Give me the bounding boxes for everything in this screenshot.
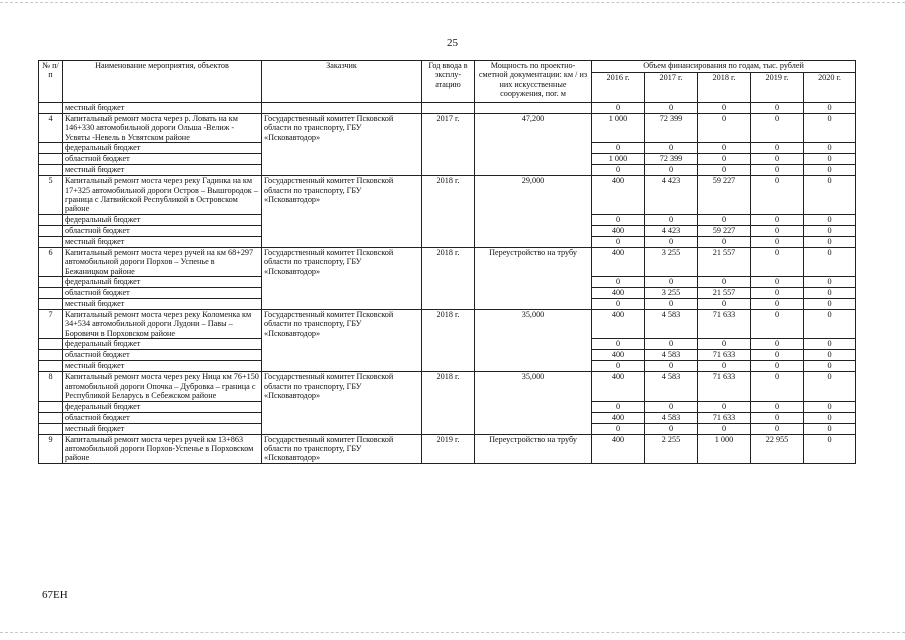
value-2020: 0 <box>804 361 856 372</box>
value-2016: 400 <box>592 225 645 236</box>
value-2018: 0 <box>698 165 751 176</box>
cell-empty <box>39 103 63 114</box>
project-year: 2018 г. <box>422 372 475 434</box>
value-2020: 0 <box>804 176 856 215</box>
header-year-2020: 2020 г. <box>804 73 856 103</box>
value-2018: 0 <box>698 401 751 412</box>
header-year-2017: 2017 г. <box>645 73 698 103</box>
value-2018: 21 557 <box>698 247 751 276</box>
value-2016: 0 <box>592 361 645 372</box>
value-2020: 0 <box>804 114 856 143</box>
project-number: 6 <box>39 247 63 276</box>
value-2020: 0 <box>804 339 856 350</box>
value-2016: 0 <box>592 236 645 247</box>
value-2020: 0 <box>804 143 856 154</box>
project-row <box>39 310 856 339</box>
value-2018: 71 633 <box>698 310 751 339</box>
value-2020: 0 <box>804 247 856 276</box>
value-2019: 0 <box>751 299 804 310</box>
cell-empty <box>39 214 63 225</box>
value-2020: 0 <box>804 372 856 401</box>
value-2018: 71 633 <box>698 372 751 401</box>
project-number: 7 <box>39 310 63 339</box>
value-2016: 400 <box>592 288 645 299</box>
value-2018: 0 <box>698 299 751 310</box>
value-2016: 0 <box>592 299 645 310</box>
value-2019: 0 <box>751 277 804 288</box>
value-2020: 0 <box>804 154 856 165</box>
value-2016: 1 000 <box>592 154 645 165</box>
header-year-2019: 2019 г. <box>751 73 804 103</box>
project-customer: Государственный комитет Псковской области по транспорту, ГБУ «Псковавтодор» <box>262 114 422 176</box>
value-2020: 0 <box>804 412 856 423</box>
project-customer: Государственный комитет Псковской области по транспорту, ГБУ «Псковавтодор» <box>262 176 422 248</box>
budget-name: областной бюджет <box>63 154 262 165</box>
value-2019: 0 <box>751 339 804 350</box>
value-2016: 400 <box>592 350 645 361</box>
value-2018: 71 633 <box>698 412 751 423</box>
value-2019: 0 <box>751 361 804 372</box>
cell-empty <box>39 288 63 299</box>
value-2016: 400 <box>592 434 645 463</box>
project-row <box>39 372 856 401</box>
project-capacity: Переустройство на трубу <box>475 247 592 309</box>
value-2017: 3 255 <box>645 288 698 299</box>
value-2018: 0 <box>698 339 751 350</box>
project-capacity: Переустройство на трубу <box>475 434 592 463</box>
value-2017: 2 255 <box>645 434 698 463</box>
value-2016: 0 <box>592 401 645 412</box>
value-2017: 0 <box>645 401 698 412</box>
page-number: 25 <box>447 37 458 49</box>
value-2016: 400 <box>592 310 645 339</box>
value-2020: 0 <box>804 165 856 176</box>
value-2016: 0 <box>592 423 645 434</box>
cell-empty <box>39 154 63 165</box>
budget-name: местный бюджет <box>63 103 262 114</box>
header-no: № п/п <box>39 61 63 103</box>
header-year: Год ввода в эксплу-атацию <box>422 61 475 103</box>
value-2017: 0 <box>645 339 698 350</box>
cell-empty <box>262 103 422 114</box>
cell-empty <box>39 361 63 372</box>
project-row <box>39 114 856 143</box>
value-2018: 0 <box>698 361 751 372</box>
project-year: 2017 г. <box>422 114 475 176</box>
value-2016: 0 <box>592 165 645 176</box>
cell-empty <box>39 339 63 350</box>
value-2018: 59 227 <box>698 225 751 236</box>
cell-empty <box>39 165 63 176</box>
value-2016: 400 <box>592 176 645 215</box>
value-2016: 0 <box>592 143 645 154</box>
value-2020: 0 <box>804 214 856 225</box>
value-2017: 4 583 <box>645 372 698 401</box>
value-2020: 0 <box>804 299 856 310</box>
budget-name: местный бюджет <box>63 361 262 372</box>
cell-empty <box>39 143 63 154</box>
project-name: Капитальный ремонт моста через ручей км 13+863 автомобильной дороги Порхов-Успенье в Порховском районе <box>63 434 262 463</box>
value-2016: 400 <box>592 247 645 276</box>
value-2018: 0 <box>698 143 751 154</box>
value-2019: 0 <box>751 310 804 339</box>
project-customer: Государственный комитет Псковской области по транспорту, ГБУ «Псковавтодор» <box>262 372 422 434</box>
value-2018: 0 <box>698 236 751 247</box>
project-capacity: 35,000 <box>475 310 592 372</box>
budget-name: областной бюджет <box>63 288 262 299</box>
project-name: Капитальный ремонт моста через ручей на км 68+297 автомобильной дороги Порхов – Успенье в Бежаницком районе <box>63 247 262 276</box>
value-2017: 0 <box>645 423 698 434</box>
value-2019: 0 <box>751 214 804 225</box>
cell-empty <box>39 412 63 423</box>
cell-empty <box>39 225 63 236</box>
value-2017: 0 <box>645 214 698 225</box>
document-code: 67EH <box>42 589 68 601</box>
table-row <box>39 103 856 114</box>
value-2016: 0 <box>592 103 645 114</box>
project-name: Капитальный ремонт моста через реку Ница км 76+150 автомобильной дороги Опочка – Дубровка – граница с Республикой Беларусь в Себежском районе <box>63 372 262 401</box>
cell-empty <box>422 103 475 114</box>
project-name: Капитальный ремонт моста через реку Гадинка на км 17+325 автомобильной дороги Остров – Вышгородок – граница с Латвийской Республикой в Островском районе <box>63 176 262 215</box>
budget-name: местный бюджет <box>63 423 262 434</box>
value-2017: 4 583 <box>645 350 698 361</box>
value-2019: 0 <box>751 247 804 276</box>
project-capacity: 29,000 <box>475 176 592 248</box>
table-body <box>39 103 856 464</box>
scan-bottom-edge <box>0 632 905 633</box>
value-2017: 0 <box>645 165 698 176</box>
budget-name: федеральный бюджет <box>63 277 262 288</box>
project-customer: Государственный комитет Псковской области по транспорту, ГБУ «Псковавтодор» <box>262 247 422 309</box>
value-2017: 0 <box>645 299 698 310</box>
value-2016: 0 <box>592 214 645 225</box>
value-2018: 0 <box>698 277 751 288</box>
header-capacity: Мощность по проектно-сметной документации: км / из них искусственные сооружения, пог. м <box>475 61 592 103</box>
value-2019: 0 <box>751 154 804 165</box>
cell-empty <box>39 423 63 434</box>
budget-name: местный бюджет <box>63 299 262 310</box>
header-finance: Объем финансирования по годам, тыс. рублей <box>592 61 856 73</box>
value-2016: 400 <box>592 372 645 401</box>
cell-empty <box>39 236 63 247</box>
financing-table <box>38 60 856 464</box>
value-2018: 21 557 <box>698 288 751 299</box>
project-year: 2018 г. <box>422 310 475 372</box>
budget-name: областной бюджет <box>63 412 262 423</box>
cell-empty <box>39 401 63 412</box>
cell-empty <box>39 299 63 310</box>
header-year-2018: 2018 г. <box>698 73 751 103</box>
value-2019: 0 <box>751 288 804 299</box>
value-2016: 0 <box>592 277 645 288</box>
value-2017: 0 <box>645 143 698 154</box>
value-2018: 0 <box>698 103 751 114</box>
value-2019: 0 <box>751 423 804 434</box>
value-2020: 0 <box>804 310 856 339</box>
project-customer: Государственный комитет Псковской области по транспорту, ГБУ «Псковавтодор» <box>262 310 422 372</box>
value-2017: 4 583 <box>645 412 698 423</box>
value-2020: 0 <box>804 236 856 247</box>
value-2016: 1 000 <box>592 114 645 143</box>
value-2020: 0 <box>804 350 856 361</box>
value-2020: 0 <box>804 277 856 288</box>
value-2019: 0 <box>751 350 804 361</box>
cell-empty <box>39 350 63 361</box>
header-year-2016: 2016 г. <box>592 73 645 103</box>
project-row <box>39 434 856 463</box>
cell-empty <box>475 103 592 114</box>
budget-name: местный бюджет <box>63 236 262 247</box>
value-2019: 0 <box>751 165 804 176</box>
value-2018: 59 227 <box>698 176 751 215</box>
value-2019: 0 <box>751 114 804 143</box>
value-2017: 72 399 <box>645 154 698 165</box>
value-2019: 0 <box>751 401 804 412</box>
value-2019: 0 <box>751 412 804 423</box>
value-2016: 0 <box>592 339 645 350</box>
budget-name: федеральный бюджет <box>63 214 262 225</box>
value-2017: 3 255 <box>645 247 698 276</box>
value-2018: 1 000 <box>698 434 751 463</box>
value-2017: 72 399 <box>645 114 698 143</box>
value-2018: 0 <box>698 154 751 165</box>
value-2018: 0 <box>698 114 751 143</box>
project-name: Капитальный ремонт моста через реку Коломенка км 34+534 автомобильной дороги Лудони – Павы – Боровичи в Порховском районе <box>63 310 262 339</box>
value-2020: 0 <box>804 423 856 434</box>
project-capacity: 47,200 <box>475 114 592 176</box>
value-2017: 0 <box>645 277 698 288</box>
value-2017: 4 423 <box>645 176 698 215</box>
project-number: 8 <box>39 372 63 401</box>
value-2019: 0 <box>751 176 804 215</box>
project-number: 9 <box>39 434 63 463</box>
budget-name: местный бюджет <box>63 165 262 176</box>
value-2019: 0 <box>751 225 804 236</box>
value-2017: 4 423 <box>645 225 698 236</box>
value-2019: 0 <box>751 236 804 247</box>
project-name: Капитальный ремонт моста через р. Ловать на км 146+330 автомобильной дороги Ольша -Велиж - Усвяты -Невель в Усвятском районе <box>63 114 262 143</box>
value-2017: 0 <box>645 236 698 247</box>
value-2018: 71 633 <box>698 350 751 361</box>
value-2017: 0 <box>645 361 698 372</box>
value-2018: 0 <box>698 214 751 225</box>
cell-empty <box>39 277 63 288</box>
value-2018: 0 <box>698 423 751 434</box>
table-header <box>39 61 856 103</box>
value-2020: 0 <box>804 103 856 114</box>
value-2020: 0 <box>804 225 856 236</box>
project-number: 5 <box>39 176 63 215</box>
budget-name: областной бюджет <box>63 350 262 361</box>
value-2019: 0 <box>751 103 804 114</box>
budget-name: федеральный бюджет <box>63 339 262 350</box>
value-2019: 0 <box>751 143 804 154</box>
project-capacity: 35,000 <box>475 372 592 434</box>
header-customer: Заказчик <box>262 61 422 103</box>
value-2020: 0 <box>804 288 856 299</box>
budget-name: областной бюджет <box>63 225 262 236</box>
budget-name: федеральный бюджет <box>63 143 262 154</box>
value-2019: 0 <box>751 372 804 401</box>
project-number: 4 <box>39 114 63 143</box>
scan-top-edge <box>0 2 905 3</box>
project-year: 2018 г. <box>422 247 475 309</box>
value-2019: 22 955 <box>751 434 804 463</box>
value-2017: 4 583 <box>645 310 698 339</box>
value-2016: 400 <box>592 412 645 423</box>
value-2017: 0 <box>645 103 698 114</box>
project-row <box>39 247 856 276</box>
project-year: 2018 г. <box>422 176 475 248</box>
value-2020: 0 <box>804 434 856 463</box>
budget-name: федеральный бюджет <box>63 401 262 412</box>
project-row <box>39 176 856 215</box>
project-year: 2019 г. <box>422 434 475 463</box>
header-name: Наименование мероприятия, объектов <box>63 61 262 103</box>
value-2020: 0 <box>804 401 856 412</box>
project-customer: Государственный комитет Псковской области по транспорту, ГБУ «Псковавтодор» <box>262 434 422 463</box>
